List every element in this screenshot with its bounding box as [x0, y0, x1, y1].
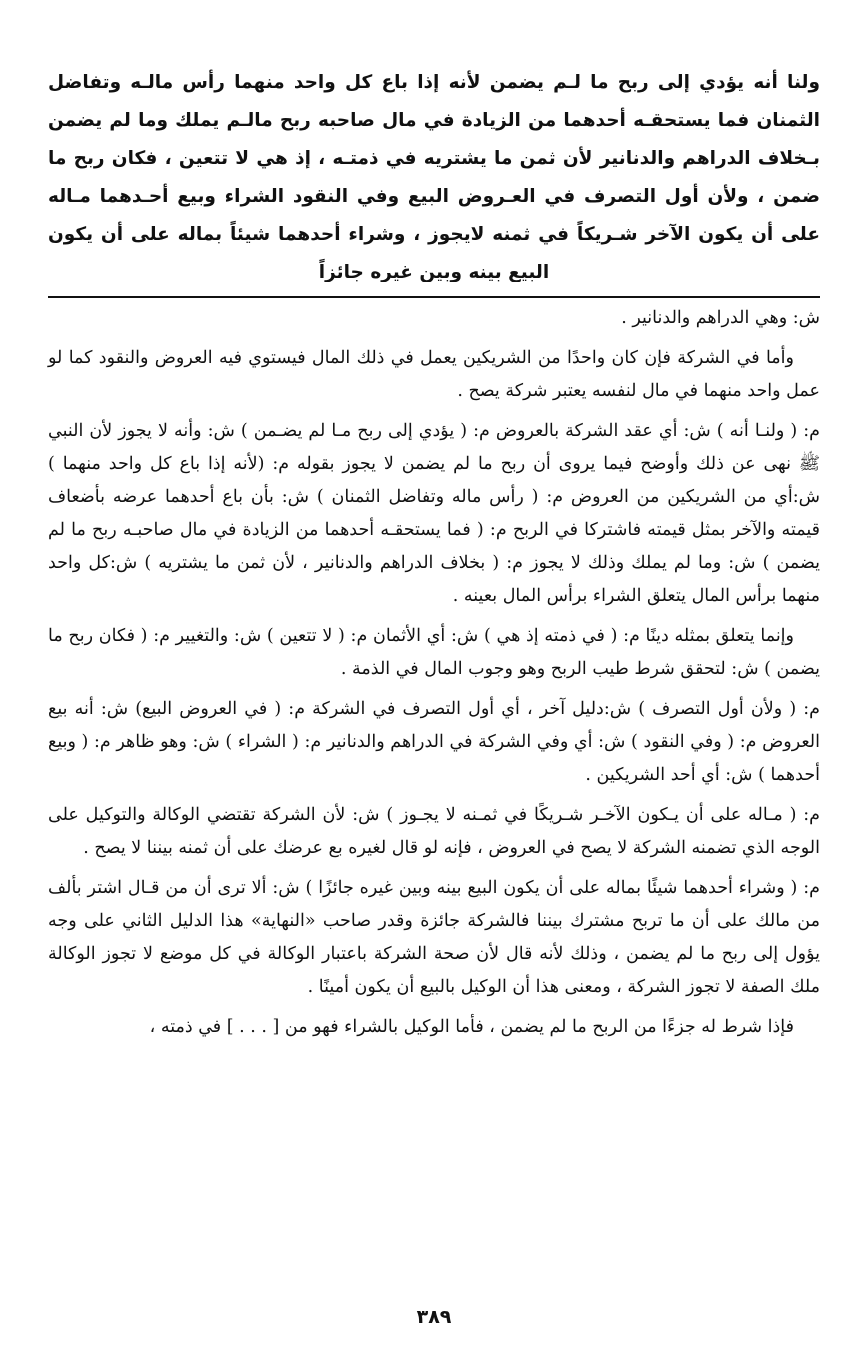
page-number: ٣٨٩: [416, 1306, 452, 1328]
commentary-paragraph: م: ( مـاله على أن يـكون الآخـر شـريكًا في ثمـنه لا يجـوز ) ش: لأن الشركة تقتضي الوكالة والتوكيل على الوجه الذي تضمنه الشركة لا يصح في العروض ، فإنه لو قال لغيره بع عرضك على أن ثمنه بيننا لا يصح .: [48, 805, 820, 858]
main-text: ولنا أنه يؤدي إلى ربح ما لـم يضمن لأنه إذا باع كل واحد منهما رأس مالـه وتفاضل الثمنان فما يستحقـه أحدهما من الزيادة في مال صاحبه ربح مالـم يملك وما لم يضمن بـخلاف الدراهم والدنانير لأن ثمن ما يشتريه في ذمتـه ، إذ هي لا تتعين ، فكان ربح ما ضمن ، ولأن أول التصرف في العـروض البيع وفي النقود الشراء وبيع أحـدهما مـاله على أن يكون الآخر شـريكاً في ثمنه لايجوز ، وشراء أحدهما شيئاً بماله على أن يكون البيع بينه وبين غيره جائزاً: [48, 72, 820, 282]
commentary-paragraph: وإنما يتعلق بمثله دينًا م: ( في ذمته إذ هي ) ش: أي الأثمان م: ( لا تتعين ) ش: والتغيير م: ( فكان ربح ما يضمن ) ش: لتحقق شرط طيب الربح وهو وجوب المال في الذمة .: [48, 626, 820, 679]
commentary-paragraph: فإذا شرط له جزءًا من الربح ما لم يضمن ، فأما الوكيل بالشراء فهو من [ . . . ] في ذمته ،: [149, 1017, 794, 1037]
commentary: [48, 302, 820, 1044]
commentary-paragraph: وأما في الشركة فإن كان واحدًا من الشريكين يعمل في ذلك المال فيستوي فيه العروض والنقود كما لو عمل واحد منهما في مال لنفسه يعتبر شركة يصح .: [48, 348, 820, 401]
commentary-paragraph: م: ( وشراء أحدهما شيئًا بماله على أن يكون البيع بينه وبين غيره جائزًا ) ش: ألا ترى أن من قـال اشتر بألف من مالك على أن ما تربح مشترك بيننا فالشركة جائزة وقدر صاحب «النهاية» هذا الدليل الثاني على وجه يؤول إلى ربح ما لم يضمن ، وذلك لأنه قال لأن صحة الشركة باعتبار الوكالة في كل موضع لا تجوز الوكالة ملك الصفة لا تجوز الشركة ، ومعنى هذا أن الوكيل بالبيع أن يكون أمينًا .: [48, 878, 820, 997]
commentary-paragraph: ش: وهي الدراهم والدنانير .: [621, 308, 820, 328]
separator-line: [48, 296, 820, 298]
commentary-paragraph: م: ( ولنـا أنه ) ش: أي عقد الشركة بالعروض م: ( يؤدي إلى ربح مـا لم يضـمن ) ش: وأنه لا يجوز لأن النبي ﷺ نهى عن ذلك وأوضح فيما يروى أن ربح ما لم يضمن لا يجوز بقوله م: (لأنه إذا باع كل واحد منهما ) ش:أي من الشريكين من العروض م: ( رأس ماله وتفاضل الثمنان ) ش: بأن باع أحدهما عرضه بأضعاف قيمته والآخر بمثل قيمته فاشتركا في الربح م: ( فما يستحقـه أحدهما من الزيادة في مال صاحبـه ربح ما لم يضمن ) ش: وما لم يملك وذلك لا يجوز م: ( بخلاف الدراهم والدنانير ، لأن ثمن ما يشتريه ) ش:كل واحد منهما برأس المال يتعلق الشراء برأس المال بعينه .: [48, 421, 820, 606]
commentary-paragraph: م: ( ولأن أول التصرف ) ش:دليل آخر ، أي أول التصرف في الشركة م: ( في العروض البيع) ش: أنه بيع العروض م: ( وفي النقود ) ش: أي وفي الشركة في الدراهم والدنانير م: ( الشراء ) ش: وهو ظاهر م: ( وبيع أحدهما ) ش: أي أحد الشريكين .: [48, 699, 820, 785]
